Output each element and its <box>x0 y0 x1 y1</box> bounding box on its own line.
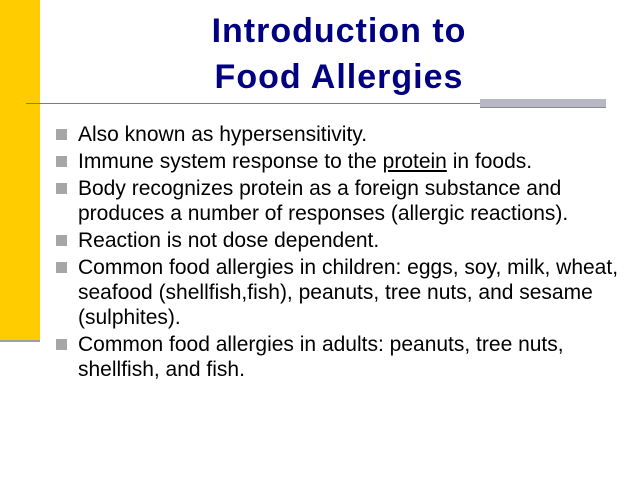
title-line-1: Introduction to <box>211 12 467 50</box>
bullet-text: Common food allergies in adults: peanuts, tree nuts, shellfish, and fish. <box>78 333 564 381</box>
square-bullet-icon <box>56 156 67 167</box>
title-line-2: Food Allergies <box>214 58 464 96</box>
bullet-text: Common food allergies in children: eggs, soy, milk, wheat, seafood (shellfish,fish), peanuts, tree nuts, and sesame (sulphites). <box>78 256 619 329</box>
bullet-text: Also known as hypersensitivity. <box>78 123 368 146</box>
bullet-text-underlined: protein <box>382 150 447 173</box>
bullet-item <box>56 332 626 382</box>
accent-bar <box>0 0 40 340</box>
title-divider-accent <box>480 99 606 108</box>
bullet-list <box>56 122 626 384</box>
bullet-item <box>56 122 626 147</box>
bullet-item <box>56 228 626 253</box>
slide-title <box>40 8 638 100</box>
square-bullet-icon <box>56 183 67 194</box>
bullet-item <box>56 176 626 226</box>
bullet-item <box>56 149 626 174</box>
square-bullet-icon <box>56 129 67 140</box>
bullet-text: Reaction is not dose dependent. <box>78 229 380 252</box>
accent-bar-divider <box>0 340 40 342</box>
bullet-text: Body recognizes protein as a foreign substance and produces a number of responses (allergic reactions). <box>78 177 569 225</box>
bullet-text-before: Immune system response to the <box>78 150 383 173</box>
square-bullet-icon <box>56 262 67 273</box>
square-bullet-icon <box>56 339 67 350</box>
square-bullet-icon <box>56 235 67 246</box>
bullet-item <box>56 255 626 330</box>
bullet-text-after: in foods. <box>446 150 533 173</box>
